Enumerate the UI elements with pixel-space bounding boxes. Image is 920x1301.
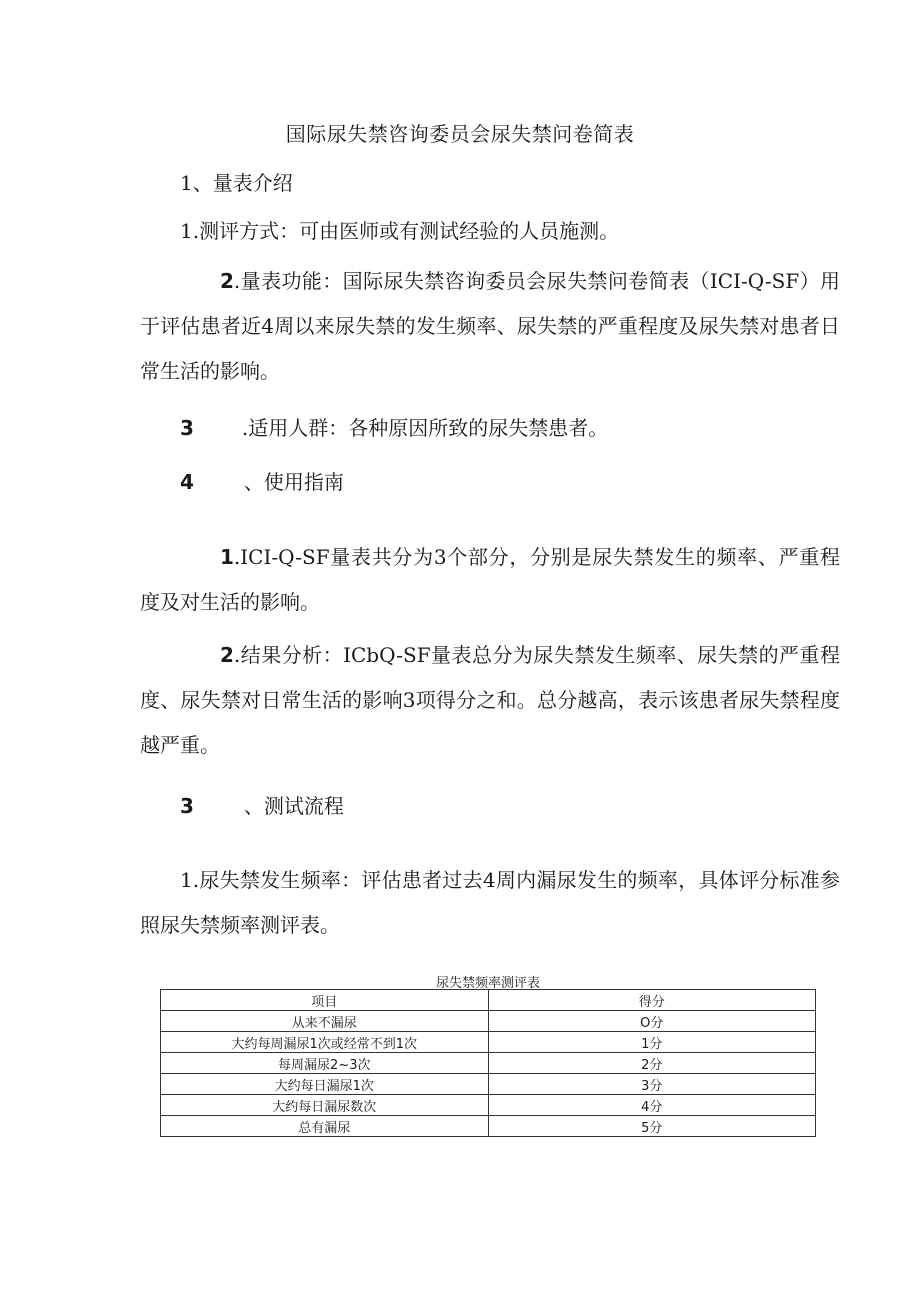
table-header-row [161,990,816,1011]
row-score: 1分 [488,1032,815,1053]
row-item: 大约每周漏尿1次或经常不到1次 [161,1032,489,1053]
function-text: .量表功能：国际尿失禁咨询委员会尿失禁问卷简表（ICI-Q-SF）用于评估患者近4周以来尿失禁的发生频率、尿失禁的严重程度及尿失禁对患者日常生活的影响。 [140,269,840,383]
table-row [161,1116,816,1137]
row-score: 5分 [488,1116,815,1137]
guide-text: 、使用指南 [243,470,344,494]
header-item: 项目 [161,990,489,1011]
row-item: 每周漏尿2~3次 [161,1053,489,1074]
table-row [161,1095,816,1116]
row-item: 大约每日漏尿数次 [161,1095,489,1116]
method-line: 1.测评方式：可由医师或有测试经验的人员施测。 [180,219,620,243]
row-item: 总有漏尿 [161,1116,489,1137]
row-score: O分 [488,1011,815,1032]
row-score: 4分 [488,1095,815,1116]
table-row [161,1053,816,1074]
guide1-number: 1 [220,545,234,569]
guide1-paragraph [140,535,840,625]
population-number: 3 [180,416,194,440]
function-paragraph [140,259,840,394]
intro-heading: 1、量表介绍 [180,171,293,195]
row-item: 大约每日漏尿1次 [161,1074,489,1095]
row-item: 从来不漏尿 [161,1011,489,1032]
header-score: 得分 [488,990,815,1011]
population-line [180,413,608,443]
guide2-paragraph [140,633,840,768]
table-row [161,1032,816,1053]
guide-number: 4 [180,470,194,494]
table-row [161,1011,816,1032]
frequency-table [160,989,816,1137]
guide1-text: .ICI-Q-SF量表共分为3个部分，分别是尿失禁发生的频率、严重程度及对生活的影响。 [140,545,840,614]
document-title: 国际尿失禁咨询委员会尿失禁问卷简表 [285,122,635,146]
row-score: 3分 [488,1074,815,1095]
process1-paragraph: 1.尿失禁发生频率：评估患者过去4周内漏尿发生的频率，具体评分标准参照尿失禁频率测评表。 [140,868,840,937]
process-heading [180,791,344,821]
guide-heading [180,467,344,497]
row-score: 2分 [488,1053,815,1074]
population-text: .适用人群：各种原因所致的尿失禁患者。 [241,416,609,440]
guide2-number: 2 [220,643,234,667]
process-number: 3 [180,794,194,818]
table-caption: 尿失禁频率测评表 [435,976,540,991]
table-row [161,1074,816,1095]
process-text: 、测试流程 [243,794,344,818]
function-number: 2 [220,269,234,293]
guide2-text: .结果分析：ICbQ-SF量表总分为尿失禁发生频率、尿失禁的严重程度、尿失禁对日常生活的影响3项得分之和。总分越高，表示该患者尿失禁程度越严重。 [140,643,840,757]
